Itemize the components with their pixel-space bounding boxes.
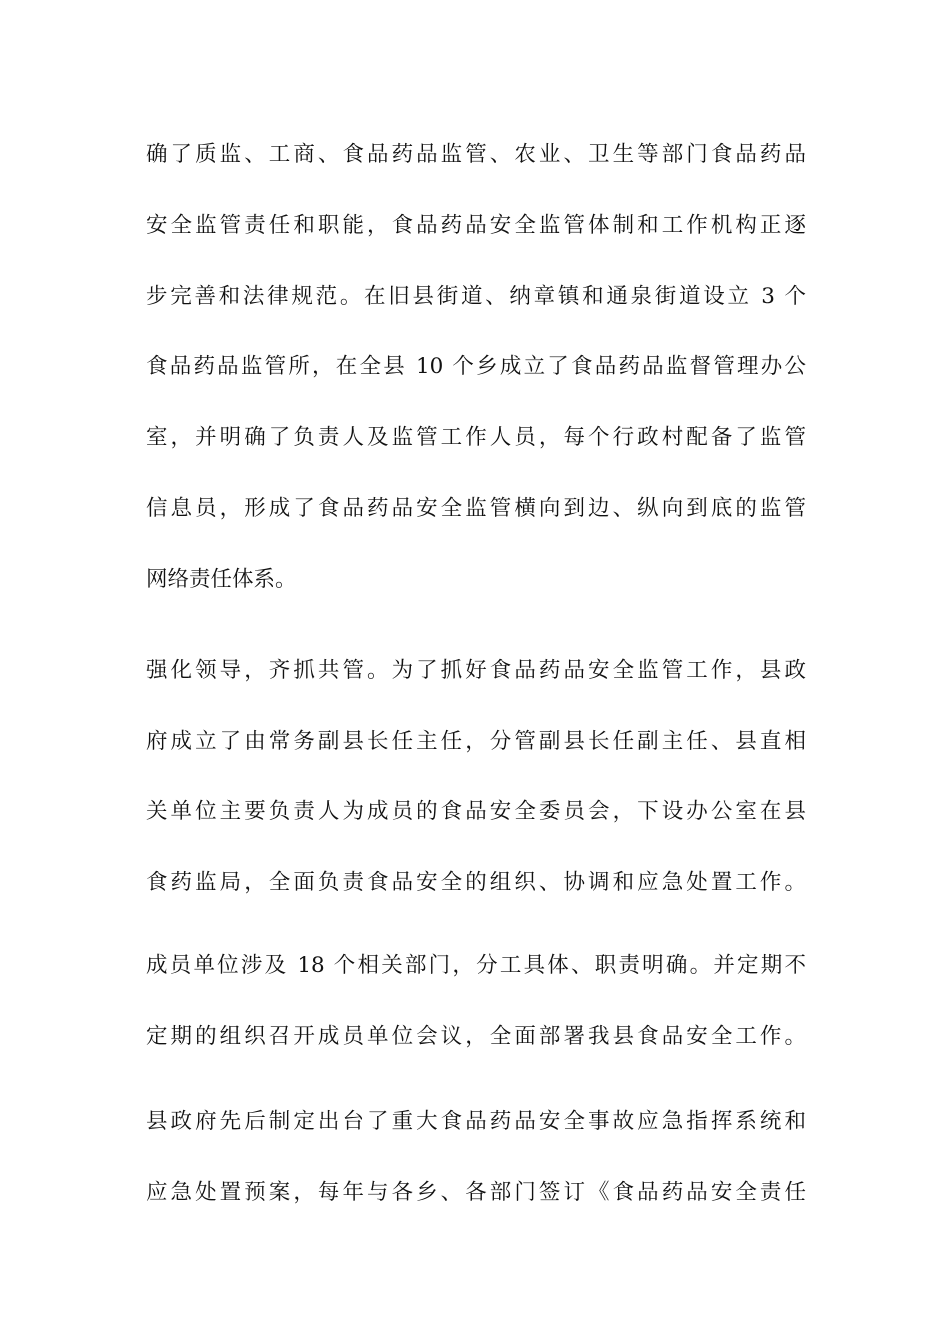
text-line: 食品药品监管所，在全县 10 个乡成立了食品药品监督管理办公 bbox=[146, 354, 806, 379]
text-line: 食药监局，全面负责食品安全的组织、协调和应急处置工作。 bbox=[146, 870, 806, 895]
text-line: 安全监管责任和职能，食品药品安全监管体制和工作机构正逐 bbox=[146, 213, 806, 238]
text-line: 室，并明确了负责人及监管工作人员，每个行政村配备了监管 bbox=[146, 425, 806, 450]
text-line: 确了质监、工商、食品药品监管、农业、卫生等部门食品药品 bbox=[146, 142, 806, 167]
text-line: 强化领导，齐抓共管。为了抓好食品药品安全监管工作，县政 bbox=[146, 658, 806, 683]
text-line: 信息员，形成了食品药品安全监管横向到边、纵向到底的监管 bbox=[146, 496, 806, 521]
text-line: 定期的组织召开成员单位会议，全面部署我县食品安全工作。 bbox=[146, 1024, 806, 1049]
text-line: 步完善和法律规范。在旧县街道、纳章镇和通泉街道设立 3 个 bbox=[146, 284, 806, 309]
text-line: 网络责任体系。 bbox=[146, 567, 297, 592]
text-line: 关单位主要负责人为成员的食品安全委员会，下设办公室在县 bbox=[146, 799, 806, 824]
text-line: 成员单位涉及 18 个相关部门，分工具体、职责明确。并定期不 bbox=[146, 953, 806, 978]
text-line: 府成立了由常务副县长任主任，分管副县长任副主任、县直相 bbox=[146, 729, 806, 754]
text-line: 应急处置预案，每年与各乡、各部门签订《食品药品安全责任 bbox=[146, 1180, 806, 1205]
text-line: 县政府先后制定出台了重大食品药品安全事故应急指挥系统和 bbox=[146, 1109, 806, 1134]
